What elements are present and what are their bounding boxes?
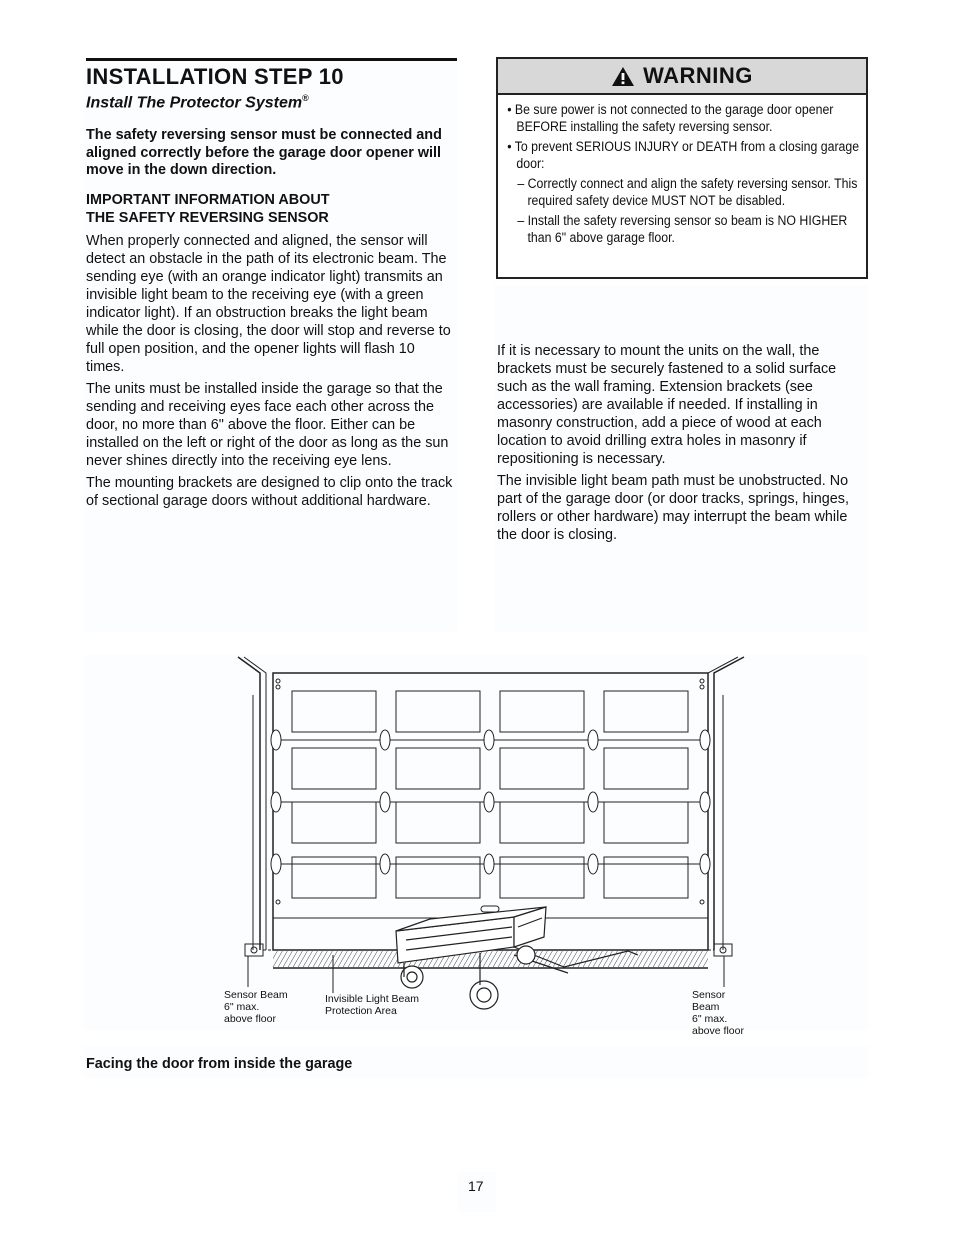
warning-box <box>496 57 868 279</box>
figure-caption: Facing the door from inside the garage <box>86 1056 353 1072</box>
right-body <box>497 342 867 548</box>
lead-paragraph: The safety reversing sensor must be connected and aligned correctly before the garage door opener will move in the down direction. <box>86 127 442 178</box>
left-paragraph-1: When properly connected and aligned, the sensor will detect an obstacle in the path of its electronic beam. The sending eye (with an orange indicator light) transmits an invisible light beam to the receiving eye (with a green indicator light). If an obstruction breaks the light beam while the door is closing, the door will stop and reverse to full open position, and the opener lights will flash 10 times. <box>86 233 451 375</box>
warning-bullet-power: • Be sure power is not connected to the garage door opener BEFORE installing the safety reversing sensor. <box>507 102 834 134</box>
warning-list <box>498 95 877 246</box>
right-sensor-label: Sensor Beam 6" max. above floor <box>692 989 744 1037</box>
left-paragraph-2: The units must be installed inside the garage so that the sending and receiving eyes face each other across the door, no more than 6" above the floor. Either can be installed on the left or right of the door as long as the sun never shines directly into the receiving eye lens. <box>86 381 449 469</box>
garage-door-illustration <box>218 655 748 1030</box>
warning-title: WARNING <box>643 63 753 88</box>
important-heading: IMPORTANT INFORMATION ABOUT THE SAFETY REVERSING SENSOR <box>86 192 330 226</box>
warning-bullet-injury: • To prevent SERIOUS INJURY or DEATH from a closing garage door: <box>507 139 860 171</box>
registered-mark: ® <box>302 93 309 103</box>
left-sensor-label: Sensor Beam 6" max. above floor <box>224 989 288 1025</box>
left-body <box>86 232 456 514</box>
left-paragraph-3: The mounting brackets are designed to clip onto the track of sectional garage doors without additional hardware. <box>86 475 453 509</box>
right-paragraph-1: If it is necessary to mount the units on the wall, the brackets must be securely fastened to a solid surface such as the wall framing. Extension brackets (see accessories) are available if needed. If installing in masonry construction, add a piece of wood at each location to avoid drilling extra holes in masonry if repositioning is necessary. <box>497 343 837 467</box>
beam-area-label: Invisible Light Beam Protection Area <box>325 993 419 1017</box>
step-title: INSTALLATION STEP 10 <box>86 64 344 89</box>
warning-dash-align: – Correctly connect and align the safety reversing sensor. This required safety device MUST NOT be disabled. <box>517 176 858 208</box>
right-paragraph-2: The invisible light beam path must be unobstructed. No part of the garage door (or door tracks, springs, hinges, rollers or other hardware) may interrupt the beam while the door is closing. <box>497 473 849 543</box>
warning-header <box>498 59 866 95</box>
step-subtitle: Install The Protector System® <box>86 93 309 112</box>
page-number: 17 <box>468 1178 484 1194</box>
warning-triangle-icon <box>611 66 635 87</box>
garage-door-figure <box>218 655 748 1037</box>
warning-dash-height: – Install the safety reversing sensor so beam is NO HIGHER than 6" above garage floor. <box>517 213 848 245</box>
heading-rule <box>86 58 457 61</box>
